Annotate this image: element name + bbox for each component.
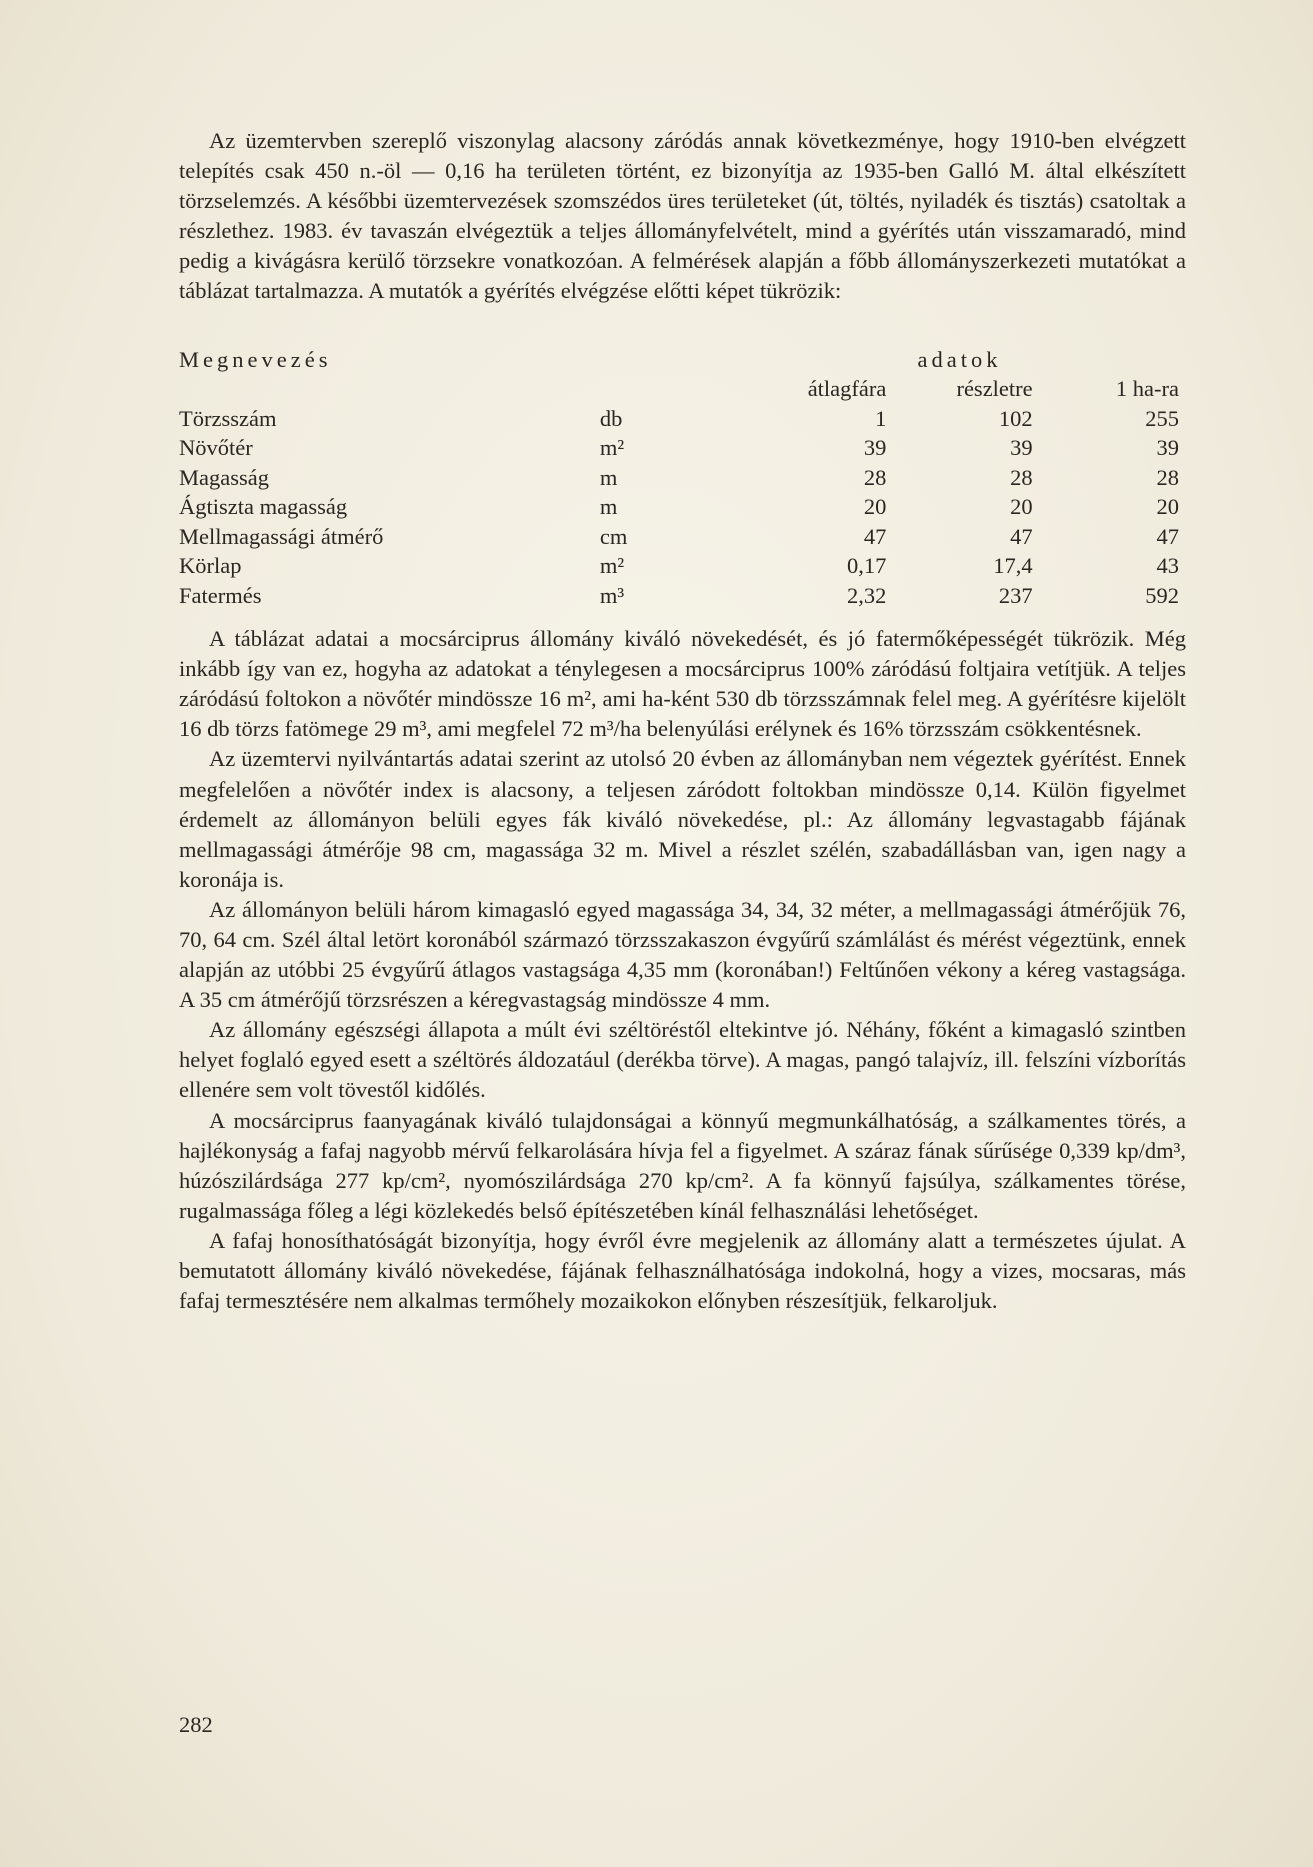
table-row xyxy=(179,551,1179,581)
paragraph: Az üzemtervi nyilvántartás adatai szerint az utolsó 20 évben az állományban nem végeztek gyérítést. Ennek megfelelően a növőtér index is alacsony, a teljesen záródott foltokban mindössze 0,14. Külön figyelmet érdemelt az állományon belüli egyes fák kiváló növekedése, pl.: Az állomány legvastagabb fájának mellmagassági átmérője 98 cm, magassága 32 m. Mivel a részlet szélén, szabadállásban van, igen nagy a koronája is. xyxy=(179,746,1186,892)
header-group: adatok xyxy=(917,346,1002,372)
cell: 0,17 xyxy=(847,553,887,579)
paragraph: A fafaj honosíthatóságát bizonyítja, hogy évről évre megjelenik az állomány alatt a természetes újulat. A bemutatott állomány kiváló növekedése, fájának felhasználhatósága indokolná, hogy a vizes, mocsaras, más fafaj termesztésére nem alkalmas termőhely mozaikokon előnyben részesítjük, felkaroljuk. xyxy=(179,1227,1186,1314)
table-row xyxy=(179,581,1179,611)
col-header: átlagfára xyxy=(807,376,887,402)
row-name: Növőtér xyxy=(179,435,253,461)
col-header: részletre xyxy=(956,376,1033,402)
row-name: Ágtiszta magasság xyxy=(179,494,348,520)
cell: 20 xyxy=(1010,494,1033,520)
cell: 47 xyxy=(1156,523,1179,549)
cell: 39 xyxy=(1156,435,1179,461)
col-header: 1 ha-ra xyxy=(1115,376,1179,402)
cell: 20 xyxy=(863,494,887,520)
row-unit: m² xyxy=(599,435,625,461)
cell: 17,4 xyxy=(993,553,1033,579)
page-content xyxy=(179,126,1186,1316)
row-unit: m xyxy=(599,464,618,490)
row-name: Fatermés xyxy=(179,582,262,608)
table-row xyxy=(179,463,1179,493)
paragraph: A táblázat adatai a mocsárciprus állomány kiváló növekedését, és jó fatermőképességét tükrözik. Még inkább így van ez, hogyha az adatokat a ténylegesen a mocsárciprus 100% záródású foltjaira vetítjük. A teljes záródású foltokon a növőtér mindössze 16 m², ami ha-ként 530 db törzsszámnak felel meg. A gyérítésre kijelölt 16 db törzs fatömege 29 m³, ami megfelel 72 m³/ha belenyúlási erélynek és 16% törzsszám csökkentésnek. xyxy=(179,626,1186,742)
cell: 39 xyxy=(1010,435,1033,461)
row-name: Magasság xyxy=(179,464,269,490)
paragraph: Az üzemtervben szereplő viszonylag alacsony záródás annak következménye, hogy 1910-ben elvégzett telepítés csak 450 n.-öl — 0,16 ha területen történt, ez bizonyítja az 1935-ben Galló M. által elkészített törzselemzés. A későbbi üzemtervezések szomszédos üres területeket (út, töltés, nyiladék és tisztás) csatoltak a részlethez. 1983. év tavaszán elvégeztük a teljes állományfelvételt, mind a gyérítés után visszamaradó, mind pedig a kivágásra kerülő törzsekre vonatkozóan. A felmérések alapján a főbb állományszerkezeti mutatókat a táblázat tartalmazza. A mutatók a gyérítés elvégzése előtti képet tükrözik: xyxy=(179,128,1186,304)
row-unit: m³ xyxy=(599,582,625,608)
page-number: 282 xyxy=(179,1712,213,1737)
row-unit: db xyxy=(599,405,623,431)
cell: 2,32 xyxy=(847,582,887,608)
table-row xyxy=(179,522,1179,552)
cell: 255 xyxy=(1145,405,1179,431)
row-unit: cm xyxy=(599,523,628,549)
cell: 20 xyxy=(1156,494,1179,520)
stand-data-table xyxy=(179,345,1179,611)
row-name: Körlap xyxy=(179,553,242,579)
row-name: Mellmagassági átmérő xyxy=(179,523,384,549)
cell: 592 xyxy=(1145,582,1179,608)
paragraph: Az állományon belüli három kimagasló egyed magassága 34, 34, 32 méter, a mellmagassági átmérőjük 76, 70, 64 cm. Szél által letört koronából származó törzsszakaszon évgyűrű számlálást és mérést végeztünk, ennek alapján az utóbbi 25 évgyűrű átlagos vastagsága 4,35 mm (koronában!) Feltűnően vékony a kéreg vastagsága. A 35 cm átmérőjű törzsrészen a kéregvastagság mindössze 4 mm. xyxy=(179,896,1186,1013)
table-header-row xyxy=(179,345,1179,375)
cell: 28 xyxy=(1156,464,1179,490)
cell: 47 xyxy=(1010,523,1033,549)
table-row xyxy=(179,433,1179,463)
paragraph: A mocsárciprus faanyagának kiváló tulajdonságai a könnyű megmunkálhatóság, a szálkamentes törés, a hajlékonyság a fafaj nagyobb mérvű felkarolására hívja fel a figyelmet. A száraz fának sűrűsége 0,339 kp/dm³, húzószilárdsága 277 kp/cm², nyomószilárdsága 270 kp/cm². A fa könnyű fajsúlya, szálkamentes törése, rugalmassága főleg a légi közlekedés belső építészetében kínál felhasználási lehetőséget. xyxy=(179,1107,1186,1223)
cell: 28 xyxy=(863,464,887,490)
table-row xyxy=(179,492,1179,522)
table-subheader-row xyxy=(179,374,1179,404)
cell: 43 xyxy=(1156,553,1179,579)
header-name: Megnevezés xyxy=(179,346,332,372)
table-row xyxy=(179,404,1179,434)
cell: 102 xyxy=(998,405,1033,431)
cell: 39 xyxy=(863,435,887,461)
cell: 47 xyxy=(863,523,887,549)
cell: 1 xyxy=(875,405,887,431)
row-unit: m xyxy=(599,494,618,520)
cell: 237 xyxy=(998,582,1033,608)
row-unit: m² xyxy=(599,553,625,579)
row-name: Törzsszám xyxy=(179,405,277,431)
cell: 28 xyxy=(1010,464,1033,490)
paragraph: Az állomány egészségi állapota a múlt évi széltöréstől eltekintve jó. Néhány, főként a kimagasló szintben helyet foglaló egyed esett a széltörés áldozatául (derékba törve). A magas, pangó talajvíz, ill. felszíni vízborítás ellenére sem volt tövestől kidőlés. xyxy=(179,1017,1186,1103)
